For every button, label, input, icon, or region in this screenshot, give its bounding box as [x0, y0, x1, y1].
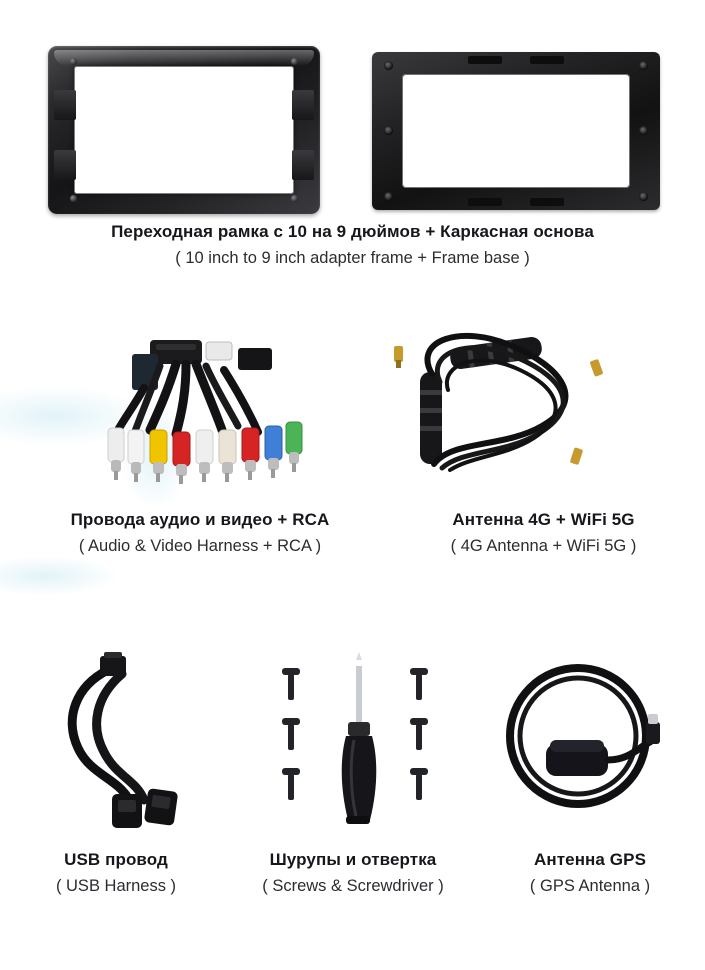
frame-screw: [291, 195, 298, 202]
frame-gloss-highlight: [54, 50, 314, 66]
frame-clip-tab: [292, 150, 314, 180]
adapter-frame-photo: [0, 22, 705, 197]
frame-clip-tab: [54, 150, 76, 180]
caption-audio-video-harness: [10, 510, 390, 557]
frame-base-notch: [468, 198, 502, 206]
usb-harness-photo: [4, 648, 228, 838]
caption-ru-audio-video-harness: Провода аудио и видео + RCA: [70, 510, 330, 529]
frame-base-notch: [530, 56, 564, 64]
caption-ru-screws-screwdriver: Шурупы и отвертка: [269, 850, 437, 869]
caption-ru-adapter-frame: Переходная рамка с 10 на 9 дюймов + Каркасная основа: [111, 222, 594, 241]
frame-base-hole: [639, 126, 648, 135]
frame-screw: [70, 58, 77, 65]
frame-clip-tab: [54, 90, 76, 120]
matte-frame-base: [372, 52, 660, 210]
frame-base-hole: [639, 192, 648, 201]
caption-ru-antenna-4g-wifi: Антенна 4G + WiFi 5G: [452, 510, 635, 529]
item-usb-harness: [4, 648, 228, 897]
caption-adapter-frame: [0, 222, 705, 269]
frame-screw: [291, 58, 298, 65]
antenna-illustration: [392, 330, 695, 498]
antenna-4g-wifi-photo: [392, 330, 695, 498]
screws-illustration: [228, 648, 478, 838]
section-usb-screws-gps: [0, 648, 705, 948]
caption-ru-usb-harness: USB провод: [64, 850, 168, 869]
caption-en-usb-harness: ( USB Harness ): [55, 877, 177, 896]
frame-base-hole: [639, 61, 648, 70]
glossy-adapter-frame: [48, 46, 320, 214]
section-adapter-frame: [0, 0, 705, 300]
caption-usb-harness: [4, 850, 228, 897]
item-screws-screwdriver: [228, 648, 478, 897]
caption-en-gps-antenna: ( GPS Antenna ): [529, 877, 651, 896]
caption-en-screws-screwdriver: ( Screws & Screwdriver ): [262, 877, 444, 896]
audio-video-harness-photo: [10, 330, 390, 498]
frame-screw: [70, 195, 77, 202]
caption-en-audio-video-harness: ( Audio & Video Harness + RCA ): [78, 537, 322, 556]
caption-screws-screwdriver: [228, 850, 478, 897]
caption-antenna-4g-wifi: [392, 510, 695, 557]
caption-gps-antenna: [478, 850, 702, 897]
gps-antenna-photo: [478, 648, 702, 838]
frame-clip-tab: [292, 90, 314, 120]
caption-en-adapter-frame: ( 10 inch to 9 inch adapter frame + Frame base ): [175, 249, 530, 268]
item-audio-video-harness: [10, 330, 390, 557]
caption-en-antenna-4g-wifi: ( 4G Antenna + WiFi 5G ): [450, 537, 637, 556]
gps-antenna-illustration: [478, 648, 702, 838]
frame-base-notch: [530, 198, 564, 206]
item-antenna-4g-wifi: [392, 330, 695, 557]
frame-base-hole: [384, 126, 393, 135]
frame-base-hole: [384, 192, 393, 201]
frame-base-notch: [468, 56, 502, 64]
item-gps-antenna: [478, 648, 702, 897]
harness-illustration: [10, 330, 390, 498]
frame-base-hole: [384, 61, 393, 70]
section-harness-antenna: [0, 330, 705, 600]
usb-illustration: [4, 648, 228, 838]
caption-ru-gps-antenna: Антенна GPS: [533, 850, 647, 869]
screws-screwdriver-photo: [228, 648, 478, 838]
